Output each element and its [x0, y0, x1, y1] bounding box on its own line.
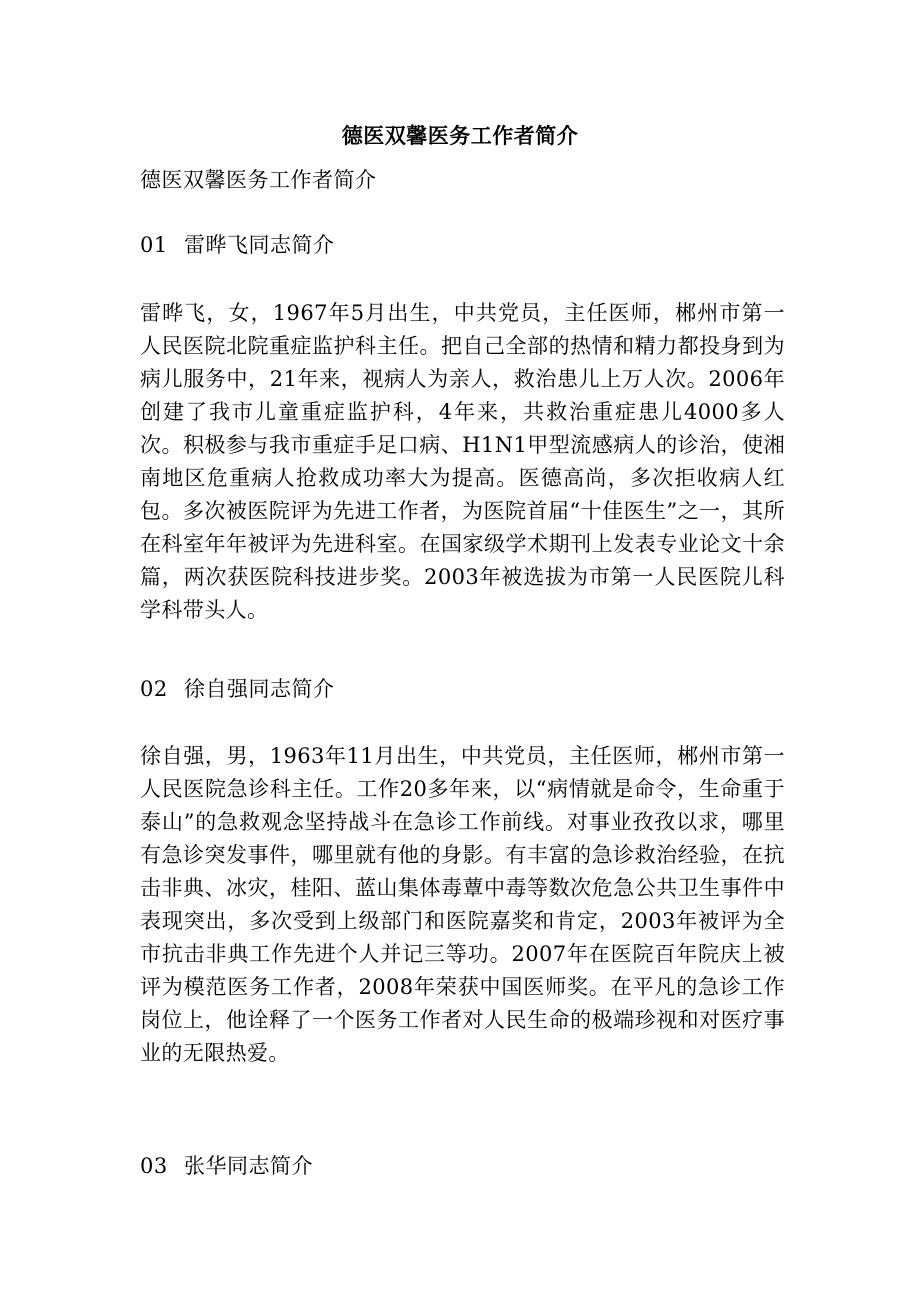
document-title: 德医双馨医务工作者简介	[341, 123, 579, 148]
section-body-02: 徐自强，男，1963年11月出生，中共党员，主任医师，郴州市第一人民医院急诊科主任。工作20多年来，以“病情就是命令，生命重于泰山”的急救观念坚持战斗在急诊工作前线。对事业孜孜以求，哪里有急诊突发事件，哪里就有他的身影。有丰富的急诊救治经验，在抗击非典、冰灾，桂阳、蓝山集体毒蕈中毒等数次危急公共卫生事件中表现突出，多次受到上级部门和医院嘉奖和肯定，2003年被评为全市抗击非典工作先进个人并记三等功。2007年在医院百年院庆上被评为模范医务工作者，2008年荣获中国医师奖。在平凡的急诊工作岗位上，他诠释了一个医务工作者对人民生命的极端珍视和对医疗事业的无限热爱。	[140, 744, 785, 1065]
section-heading-text: 雷晔飞同志简介	[184, 233, 335, 257]
section-body-01: 雷晔飞，女，1967年5月出生，中共党员，主任医师，郴州市第一人民医院北院重症监护科主任。把自己全部的热情和精力都投身到为病儿服务中，21年来，视病人为亲人，救治患儿上万人次。2006年创建了我市儿童重症监护科，4年来，共救治重症患儿4000多人次。积极参与我市重症手足口病、H1N1甲型流感病人的诊治，使湘南地区危重病人抢救成功率大为提高。医德高尚，多次拒收病人红包。多次被医院评为先进工作者，为医院首届“十佳医生”之一，其所在科室年年被评为先进科室。在国家级学术期刊上发表专业论文十余篇，两次获医院科技进步奖。2003年被选拔为市第一人民医院儿科学科带头人。	[140, 301, 785, 622]
section-number: 03	[140, 1154, 168, 1178]
section-number: 02	[140, 677, 168, 701]
document-subtitle: 德医双馨医务工作者简介	[140, 168, 377, 192]
section-heading-text: 张华同志简介	[184, 1154, 313, 1178]
section-heading-02	[140, 673, 780, 705]
section-number: 01	[140, 233, 168, 257]
section-heading-text: 徐自强同志简介	[184, 677, 335, 701]
section-heading-03	[140, 1150, 780, 1182]
section-heading-01	[140, 229, 780, 261]
